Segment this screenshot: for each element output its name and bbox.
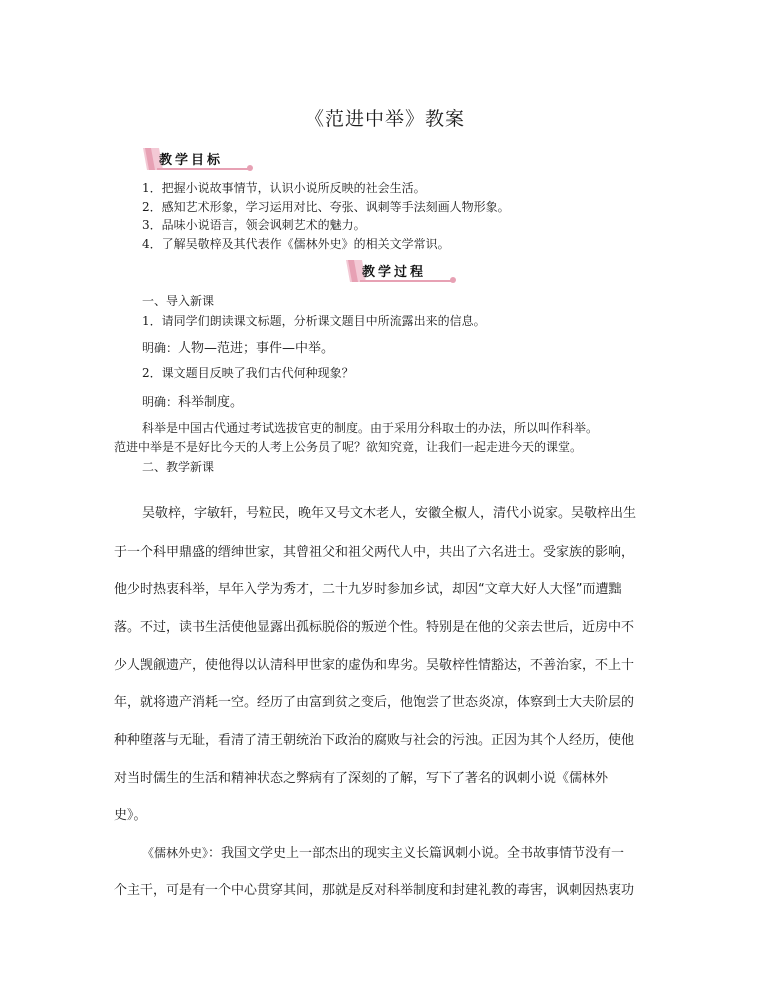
answer-label: 明确： <box>142 341 179 355</box>
document-title: 《范进中举》教案 <box>304 108 465 130</box>
bio-line: 他少时热衷科举，早年入学为秀才，二十九岁时参加乡试，却因“文章大好人大怪”而遭黜 <box>114 582 622 597</box>
rulin-title-ref: 《儒林外史》 <box>142 846 209 860</box>
answer-text: 科举制度。 <box>178 395 244 410</box>
section-header-process <box>346 260 458 286</box>
answer-label: 明确： <box>142 395 179 409</box>
rulin-text: ：我国文学史上一部杰出的现实主义长篇讽刺小说。全书故事情节没有一 <box>208 846 625 861</box>
section-header-label: 教学过程 <box>362 265 427 280</box>
goal-item: 4．了解吴敬梓及其代表作《儒林外史》的相关文学常识。 <box>142 237 450 251</box>
part-heading: 一、导入新课 <box>142 294 215 308</box>
section-header-goals <box>143 148 255 174</box>
bio-line: 落。不过，读书生活使他显露出孤标脱俗的叛逆个性。特别是在他的父亲去世后，近房中不 <box>114 620 635 635</box>
question-1: 1．请同学们朗读课文标题，分析课文题目中所流露出来的信息。 <box>142 314 486 328</box>
bio-line: 对当时儒生的生活和精神状态之弊病有了深刻的了解，写下了著名的讽刺小说《儒林外 <box>114 771 609 786</box>
intro-paragraph-line: 科举是中国古代通过考试选拔官吏的制度。由于采用分科取士的办法，所以叫作科举。 <box>142 421 599 435</box>
answer-text: 人物—范进；事件—中举。 <box>178 341 335 356</box>
answer-1 <box>142 337 334 356</box>
answer-2 <box>142 391 243 410</box>
bio-line: 吴敬梓，字敏轩，号粒民，晚年又号文木老人，安徽全椒人，清代小说家。吴敬梓出生 <box>142 506 637 521</box>
goal-item: 1．把握小说故事情节，认识小说所反映的社会生活。 <box>142 181 426 195</box>
rulin-line: 个主干，可是有一个中心贯穿其间，那就是反对科举制度和封建礼教的毒害，讽刺因热衷功 <box>114 883 635 898</box>
bio-line: 于一个科甲鼎盛的缙绅世家，其曾祖父和祖父两代人中，共出了六名进士。受家族的影响， <box>114 545 635 560</box>
section-header-label: 教学目标 <box>159 153 224 168</box>
bio-line: 史》。 <box>114 808 147 823</box>
goal-item: 2．感知艺术形象，学习运用对比、夸张、讽刺等手法刻画人物形象。 <box>142 200 510 214</box>
bio-line: 少人觊觎遗产，使他得以认清科甲世家的虚伪和卑劣。吴敬梓性情豁达，不善治家，不上十 <box>114 658 635 673</box>
header-dot-icon <box>450 277 456 283</box>
goal-item: 3．品味小说语言，领会讽刺艺术的魅力。 <box>142 218 366 232</box>
header-underline <box>157 168 251 170</box>
bio-line: 年，就将遗产消耗一空。经历了由富到贫之变后，他饱尝了世态炎凉，体察到士大夫阶层的 <box>114 695 635 710</box>
header-dot-icon <box>247 165 253 171</box>
question-2: 2．课文题目反映了我们古代何种现象？ <box>142 366 354 380</box>
intro-paragraph-line: 范进中举是不是好比今天的人考上公务员了呢？欲知究竟，让我们一起走进今天的课堂。 <box>114 440 583 454</box>
rulin-line <box>142 842 687 861</box>
bio-line: 种种堕落与无耻，看清了清王朝统治下政治的腐败与社会的污浊。正因为其个人经历，使他 <box>114 733 635 748</box>
header-underline <box>360 280 454 282</box>
part-heading: 二、教学新课 <box>142 460 215 474</box>
